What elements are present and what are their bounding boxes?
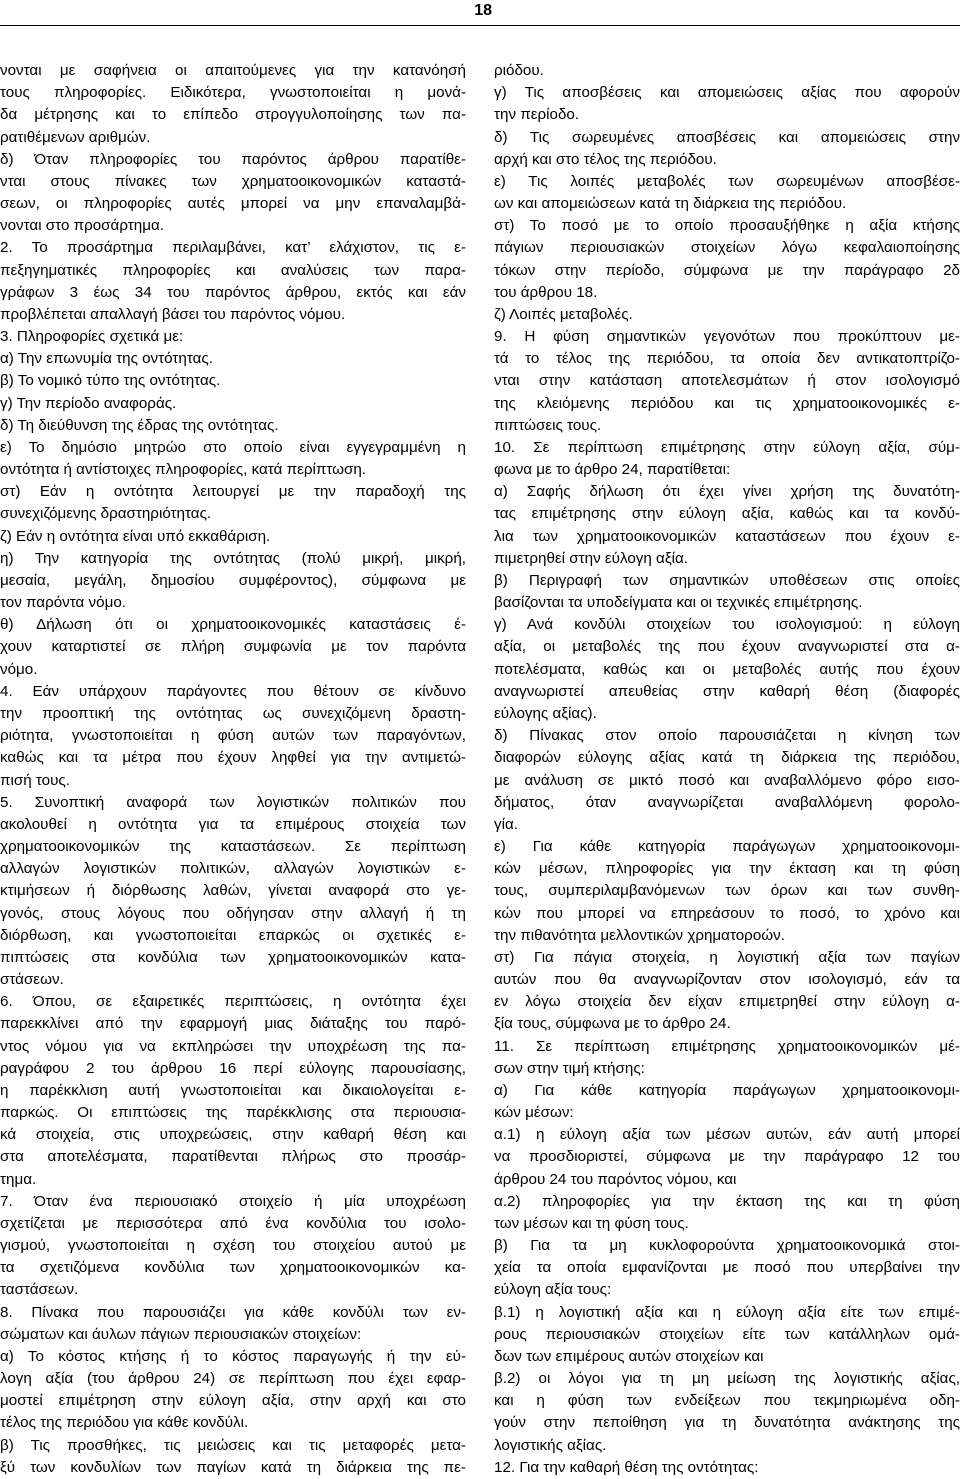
text-line: ντος νόμου για να εκπληρώσει την υποχρέωση της πα-	[0, 1037, 466, 1055]
text-line: β.1) η λογιστική αξία και η εύλογη αξία είτε των επιμέ-	[494, 1303, 960, 1321]
text-line: και η φύση των ενδείξεων που τεκμηριωμένα οδη-	[494, 1392, 960, 1410]
text-line: β) Το νομικό τύπο της οντότητας.	[0, 372, 221, 390]
text-line: προβλέπεται απαλλαγή βάσει του παρόντος νόμου.	[0, 305, 346, 323]
text-line: δ) Τη διεύθυνση της έδρας της οντότητας.	[0, 416, 279, 434]
text-line: 8. Πίνακα που παρουσιάζει για κάθε κονδύλι των εν-	[0, 1303, 466, 1321]
text-line: εύλογη αξία τους:	[494, 1281, 612, 1299]
text-line: κτιμήσεων ή διόρθωσης λαθών, γίνεται αναφορά στο γε-	[0, 882, 466, 900]
text-line: 7. Όταν ένα περιουσιακό στοιχείο ή μία υποχρέωση	[0, 1192, 466, 1210]
text-line: σων στην τιμή κτήσης:	[494, 1059, 645, 1077]
text-line: τας επιμέτρησης στην εύλογη αξία, καθώς και τα κονδύ-	[494, 505, 960, 523]
text-line: α.2) πληροφορίες για την έκταση της και τη φύση	[494, 1192, 960, 1210]
text-line: διαφορών εύλογης αξίας κατά τη διάρκεια της περιόδου,	[494, 749, 960, 767]
text-line: κών μέσων:	[494, 1104, 574, 1122]
text-line: γ) Ανά κονδύλι στοιχείων του ισολογισμού: η εύλογη	[494, 616, 960, 634]
text-line: 6. Όπου, σε εξαιρετικές περιπτώσεις, η οντότητα έχει	[0, 993, 466, 1011]
text-line: χουν καταρτιστεί σε πλήρη συμφωνία με τον παρόντα	[0, 638, 466, 656]
text-line: μοστεί επιμέτρηση στην εύλογη αξία, στην αρχή και στο	[0, 1392, 466, 1410]
text-line: νόμο.	[0, 660, 38, 678]
text-line: πάγιων περιουσιακών στοιχείων λόγω κεφαλαιοποίησης	[494, 239, 960, 257]
text-line: πιπτώσεις τους.	[494, 416, 602, 434]
text-line: θ) Δήλωση ότι οι χρηματοοικονομικές καταστάσεις έ-	[0, 616, 466, 634]
text-line: ξύ των κονδυλίων των παγίων κατά τη διάρκεια της πε-	[0, 1458, 466, 1476]
text-line: ριότητα, γνωστοποιείται η φύση αυτών των παραγόντων,	[0, 727, 466, 745]
text-line: αρχή και στο τέλος της περιόδου.	[494, 150, 717, 168]
text-line: 10. Σε περίπτωση επιμέτρησης στην εύλογη αξία, σύμ-	[494, 438, 960, 456]
text-line: την προοπτική της οντότητας ως συνεχιζόμενη δραστη-	[0, 704, 466, 722]
text-line: γράφων 3 έως 34 του παρόντος άρθρου, εκτός και εάν	[0, 283, 466, 301]
text-line: ρατιθέμενων αριθμών.	[0, 128, 151, 146]
text-line: αναγνωριστεί απευθείας στην καθαρή θέση (διαφορές	[494, 682, 960, 700]
text-line: τα σχετιζόμενα κονδύλια των χρηματοοικονομικών κα-	[0, 1259, 466, 1277]
text-line: στ) Για πάγια στοιχεία, η λογιστική αξία των παγίων	[494, 948, 960, 966]
left-text-column	[0, 60, 466, 1479]
text-line: με ανάλυση σε μικτό ποσό και αναβαλλόμενο φόρο εισο-	[494, 771, 960, 789]
text-line: α) Την επωνυμία της οντότητας.	[0, 350, 213, 368]
text-line: ων και απομειώσεων κατά τη διάρκεια της περιόδου.	[494, 195, 847, 213]
text-line: ε) Το δημόσιο μητρώο στο οποίο είναι εγγεγραμμένη η	[0, 438, 466, 456]
text-line: χεία τα οποία εμφανίζονται με ποσό που υπερβαίνει την	[494, 1259, 960, 1277]
text-line: οντότητα ή αντίστοιχες πληροφορίες, κατά περίπτωση.	[0, 461, 367, 479]
text-line: η) Την κατηγορία της οντότητας (πολύ μικρή, μικρή,	[0, 549, 466, 567]
text-line: ξία τους, σύμφωνα με το άρθρο 24.	[494, 1015, 731, 1033]
text-line: α) Για κάθε κατηγορία παράγωγων χρηματοοικονομι-	[494, 1081, 960, 1099]
text-line: σεων, οι πληροφορίες αυτές μπορεί να μην επαναλαμβά-	[0, 195, 466, 213]
text-line: γούν στην πεποίθηση για τη δυνατότητα ανάκτησης της	[494, 1414, 960, 1432]
text-line: πισή τους.	[0, 771, 70, 789]
text-line: δα μέτρησης και το επίπεδο στρογγυλοποίησης των πα-	[0, 106, 466, 124]
text-line: β.2) οι λόγοι για τη μη μείωση της λογιστικής αξίας,	[494, 1370, 960, 1388]
text-line: νονται με σαφήνεια οι απαιτούμενες για την κατανόησή	[0, 62, 466, 79]
text-line: ακολουθεί η οντότητα για τα επιμέρους στοιχεία των	[0, 815, 466, 833]
text-line: ζ) Εάν η οντότητα είναι υπό εκκαθάριση.	[0, 527, 271, 545]
text-line: β) Για τα μη κυκλοφορούντα χρηματοοικονομικά στοι-	[494, 1237, 960, 1255]
text-line: α.1) η εύλογη αξία των μέσων αυτών, εάν αυτή μπορεί	[494, 1126, 960, 1144]
text-line: του άρθρου 18.	[494, 283, 598, 301]
text-line: κών μέσων, πληροφορίες για την έκταση και τη φύση	[494, 860, 960, 878]
text-line: των μέσων και τη φύση τους.	[494, 1214, 689, 1232]
text-line: βασίζονται τα υποδείγματα και οι τεχνικές επιμέτρησης.	[494, 594, 863, 612]
text-line: ριόδου.	[494, 62, 544, 79]
text-line: σώματων και άυλων πάγιων περιουσιακών στοιχείων:	[0, 1325, 362, 1343]
text-line: ζ) Λοιπές μεταβολές.	[494, 305, 633, 323]
text-line: β) Τις προσθήκες, τις μειώσεις και τις μεταφορές μετα-	[0, 1436, 466, 1454]
text-line: ραγράφου 2 του άρθρου 16 περί εύλογης παρουσίασης,	[0, 1059, 466, 1077]
text-line: γονός, στους λόγους που οδήγησαν στην αλλαγή ή τη	[0, 904, 466, 922]
text-line: κά στοιχεία, στις υποχρεώσεις, στην καθαρή θέση και	[0, 1126, 466, 1144]
text-line: ταστάσεων.	[0, 1281, 79, 1299]
text-line: της κλειόμενης περιόδου και τις χρηματοοικονομικές ε-	[494, 394, 960, 412]
text-line: καθώς και τα μέτρα που έχουν ληφθεί για την αντιμετώ-	[0, 749, 466, 767]
page-number: 18	[474, 2, 492, 19]
text-line: τους πληροφορίες. Ειδικότερα, γνωστοποιείται η μονά-	[0, 84, 466, 102]
text-line: παρεκκλίνει από την εφαρμογή μιας διάταξης του παρό-	[0, 1015, 466, 1033]
text-line: 5. Συνοπτική αναφορά των λογιστικών πολιτικών που	[0, 793, 466, 811]
text-line: α) Το κόστος κτήσης ή το κόστος παραγωγής ή την εύ-	[0, 1347, 466, 1365]
text-line: χρηματοοικονομικών της καταστάσεων. Σε περίπτωση	[0, 838, 466, 856]
text-line: δ) Πίνακας στον οποίο παρουσιάζεται η κίνηση των	[494, 727, 960, 745]
text-line: να προσδιοριστεί, σύμφωνα με την παράγραφο 12 του	[494, 1148, 960, 1166]
text-line: σχετίζεται με περισσότερα από ένα κονδύλια του ισολο-	[0, 1214, 466, 1232]
text-line: 9. Η φύση σημαντικών γεγονότων που προκύπτουν με-	[494, 328, 960, 346]
text-line: α) Σαφής δήλωση ότι έχει γίνει χρήση της δυνατότη-	[494, 483, 960, 501]
text-line: τόκων στην περίοδο, σύμφωνα με την παράγραφο 2δ	[494, 261, 960, 279]
text-line: πεξηγηματικές πληροφορίες και αναλύσεις των παρα-	[0, 261, 466, 279]
text-line: λογη αξία (του άρθρου 24) σε περίπτωση που έχει εφαρ-	[0, 1370, 466, 1388]
text-line: μεσαία, μεγάλη, δημοσίου συμφέροντος), σύμφωνα με	[0, 571, 466, 589]
text-line: ε) Για κάθε κατηγορία παράγωγων χρηματοοικονομι-	[494, 838, 960, 856]
text-line: 3. Πληροφορίες σχετικά με:	[0, 328, 184, 346]
text-line: β) Περιγραφή των σημαντικών υποθέσεων στις οποίες	[494, 571, 960, 589]
text-line: νονται στο προσάρτημα.	[0, 217, 164, 235]
text-line: τον παρόντα νόμο.	[0, 594, 127, 612]
text-line: τέλος της περιόδου για κάθε κονδύλι.	[0, 1414, 249, 1432]
text-line: κών που μπορεί να επηρεάσουν το ποσό, το χρόνο και	[494, 904, 960, 922]
text-line: φωνα με το άρθρο 24, παρατίθεται:	[494, 461, 731, 479]
text-line: πιμετρηθεί στην εύλογη αξία.	[494, 549, 689, 567]
text-line: νται στην κατάσταση αποτελεσμάτων ή στον ισολογισμό	[494, 372, 960, 390]
text-line: γ) Την περίοδο αναφοράς.	[0, 394, 177, 412]
page-header	[0, 0, 960, 26]
text-line: δήματος, όταν αναγνωρίζεται αναβαλλόμενη φορολο-	[494, 793, 960, 811]
text-line: 2. Το προσάρτημα περιλαμβάνει, κατ’ ελάχιστον, τις ε-	[0, 239, 466, 257]
text-line: δ) Τις σωρευμένες αποσβέσεις και απομειώσεις στην	[494, 128, 960, 146]
text-line: τους, συμπεριλαμβανόμενων των όρων και των συνθη-	[494, 882, 960, 900]
text-line: λια των χρηματοοικονομικών καταστάσεων που έχουν ε-	[494, 527, 960, 545]
text-line: 11. Σε περίπτωση επιμέτρησης χρηματοοικονομικών μέ-	[494, 1037, 960, 1055]
text-line: αυτών που θα αναγνωρίζονταν στον ισολογισμό, εάν τα	[494, 971, 960, 989]
text-line: εύλογης αξίας).	[494, 704, 597, 722]
text-line: συνεχιζόμενης δραστηριότητας.	[0, 505, 212, 523]
text-line: τά το τέλος της περιόδου, τα οποία δεν αντικατοπτρίζο-	[494, 350, 960, 368]
text-line: 12. Για την καθαρή θέση της οντότητας:	[494, 1458, 759, 1476]
text-line: ποτελέσματα, καθώς και οι μεταβολές αυτής που έχουν	[494, 660, 960, 678]
text-line: ρους περιουσιακών στοιχείων είτε των κατάλληλων ομά-	[494, 1325, 960, 1343]
text-line: εν λόγω στοιχεία δεν είχαν επιμετρηθεί στην εύλογη α-	[494, 993, 960, 1011]
text-line: στα αποτελέσματα, παρατίθενται πλήρως στο προσάρ-	[0, 1148, 466, 1166]
text-line: δ) Όταν πληροφορίες του παρόντος άρθρου παρατίθε-	[0, 150, 466, 168]
text-line: τημα.	[0, 1170, 37, 1188]
text-line: ε) Τις λοιπές μεταβολές των σωρευμένων αποσβέσε-	[494, 172, 960, 190]
text-line: αλλαγών λογιστικών πολιτικών, αλλαγών λογιστικών ε-	[0, 860, 466, 878]
text-line: γισμού, γνωστοποιείται η σχέση του στοιχείου αυτού με	[0, 1237, 466, 1255]
text-line: στάσεων.	[0, 971, 64, 989]
text-line: άρθρου 24 του παρόντος νόμου, και	[494, 1170, 737, 1188]
text-line: διόρθωση, και γνωστοποιείται επαρκώς οι σχετικές ε-	[0, 926, 466, 944]
text-line: γία.	[494, 815, 518, 833]
text-line: την πιθανότητα μελλοντικών χρηματοροών.	[494, 926, 785, 944]
right-text-column	[494, 60, 960, 1479]
text-line: λογιστικής αξίας.	[494, 1436, 607, 1454]
text-line: την περίοδο.	[494, 106, 580, 124]
text-line: η παρέκκλιση αυτή γνωστοποιείται και δικαιολογείται ε-	[0, 1081, 466, 1099]
text-line: δων των επιμέρους αυτών στοιχείων και	[494, 1347, 764, 1365]
text-line: νται στους πίνακες των χρηματοοικονομικών καταστά-	[0, 172, 466, 190]
text-line: παρκώς. Οι επιπτώσεις της παρέκκλισης στα περιουσια-	[0, 1104, 466, 1122]
text-line: 4. Εάν υπάρχουν παράγοντες που θέτουν σε κίνδυνο	[0, 682, 466, 700]
text-line: πιπτώσεις στα κονδύλια των χρηματοοικονομικών κατα-	[0, 948, 466, 966]
text-line: αξία, οι μεταβολές της που έχουν αναγνωριστεί στα α-	[494, 638, 960, 656]
text-line: γ) Τις αποσβέσεις και απομειώσεις αξίας που αφορούν	[494, 84, 960, 102]
text-line: στ) Το ποσό με το οποίο προσαυξήθηκε η αξία κτήσης	[494, 217, 960, 235]
text-line: στ) Εάν η οντότητα λειτουργεί με την παραδοχή της	[0, 483, 466, 501]
